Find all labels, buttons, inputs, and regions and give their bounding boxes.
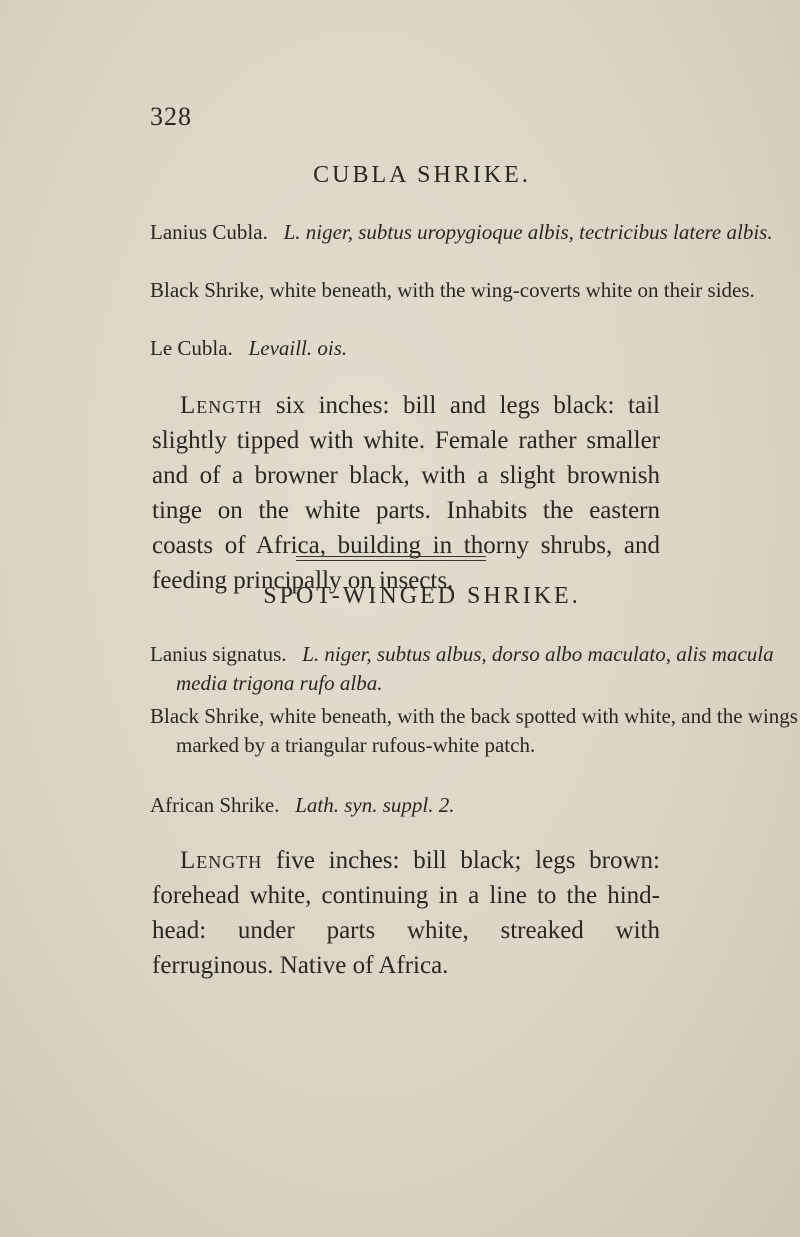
synonym-name: African Shrike. xyxy=(150,793,280,817)
synonym-entry xyxy=(150,702,800,760)
synonym-entry xyxy=(150,276,800,305)
synonym-name: Black Shrike, white beneath, with the wing-coverts white on their sides. xyxy=(150,278,755,302)
synonym-entry xyxy=(150,334,800,363)
synonym-name: Le Cubla. xyxy=(150,336,233,360)
synonym-ref: L. niger, subtus albus, dorso albo maculato, alis macula media trigona rufo alba. xyxy=(176,642,774,695)
description-lead: Length xyxy=(180,392,263,419)
synonym-ref: Levaill. ois. xyxy=(248,336,348,360)
synonym-ref: Lath. syn. suppl. 2. xyxy=(295,793,455,817)
section-title: CUBLA SHRIKE. xyxy=(313,162,531,188)
synonym-entry xyxy=(150,640,800,698)
description-paragraph xyxy=(152,388,660,598)
synonym-name: Black Shrike, white beneath, with the back spotted with white, and the wings marked by a triangular rufous-white patch. xyxy=(150,704,798,757)
page-number: 328 xyxy=(150,102,192,131)
section-divider xyxy=(296,556,486,561)
synonym-entry xyxy=(150,791,800,820)
section-title: SPOT-WINGED SHRIKE. xyxy=(263,583,581,609)
description-lead: Length xyxy=(180,847,263,874)
description-text: five inches: bill black; legs brown: forehead white, continuing in a line to the hind-head: under parts white, streaked with ferruginous. Native of Africa. xyxy=(152,847,661,979)
synonym-name: Lanius Cubla. xyxy=(150,220,268,244)
synonym-entry xyxy=(150,218,800,247)
synonym-name: Lanius signatus. xyxy=(150,642,287,666)
description-paragraph xyxy=(152,843,660,983)
description-text: six inches: bill and legs black: tail slightly tipped with white. Female rather smaller and of a browner black, with a slight brownish tinge on the white parts. Inhabits the eastern coasts of Africa, building in thorny shrubs, and feeding principally on insects. xyxy=(152,392,660,594)
synonym-ref: L. niger, subtus uropygioque albis, tectricibus latere albis. xyxy=(283,220,773,244)
